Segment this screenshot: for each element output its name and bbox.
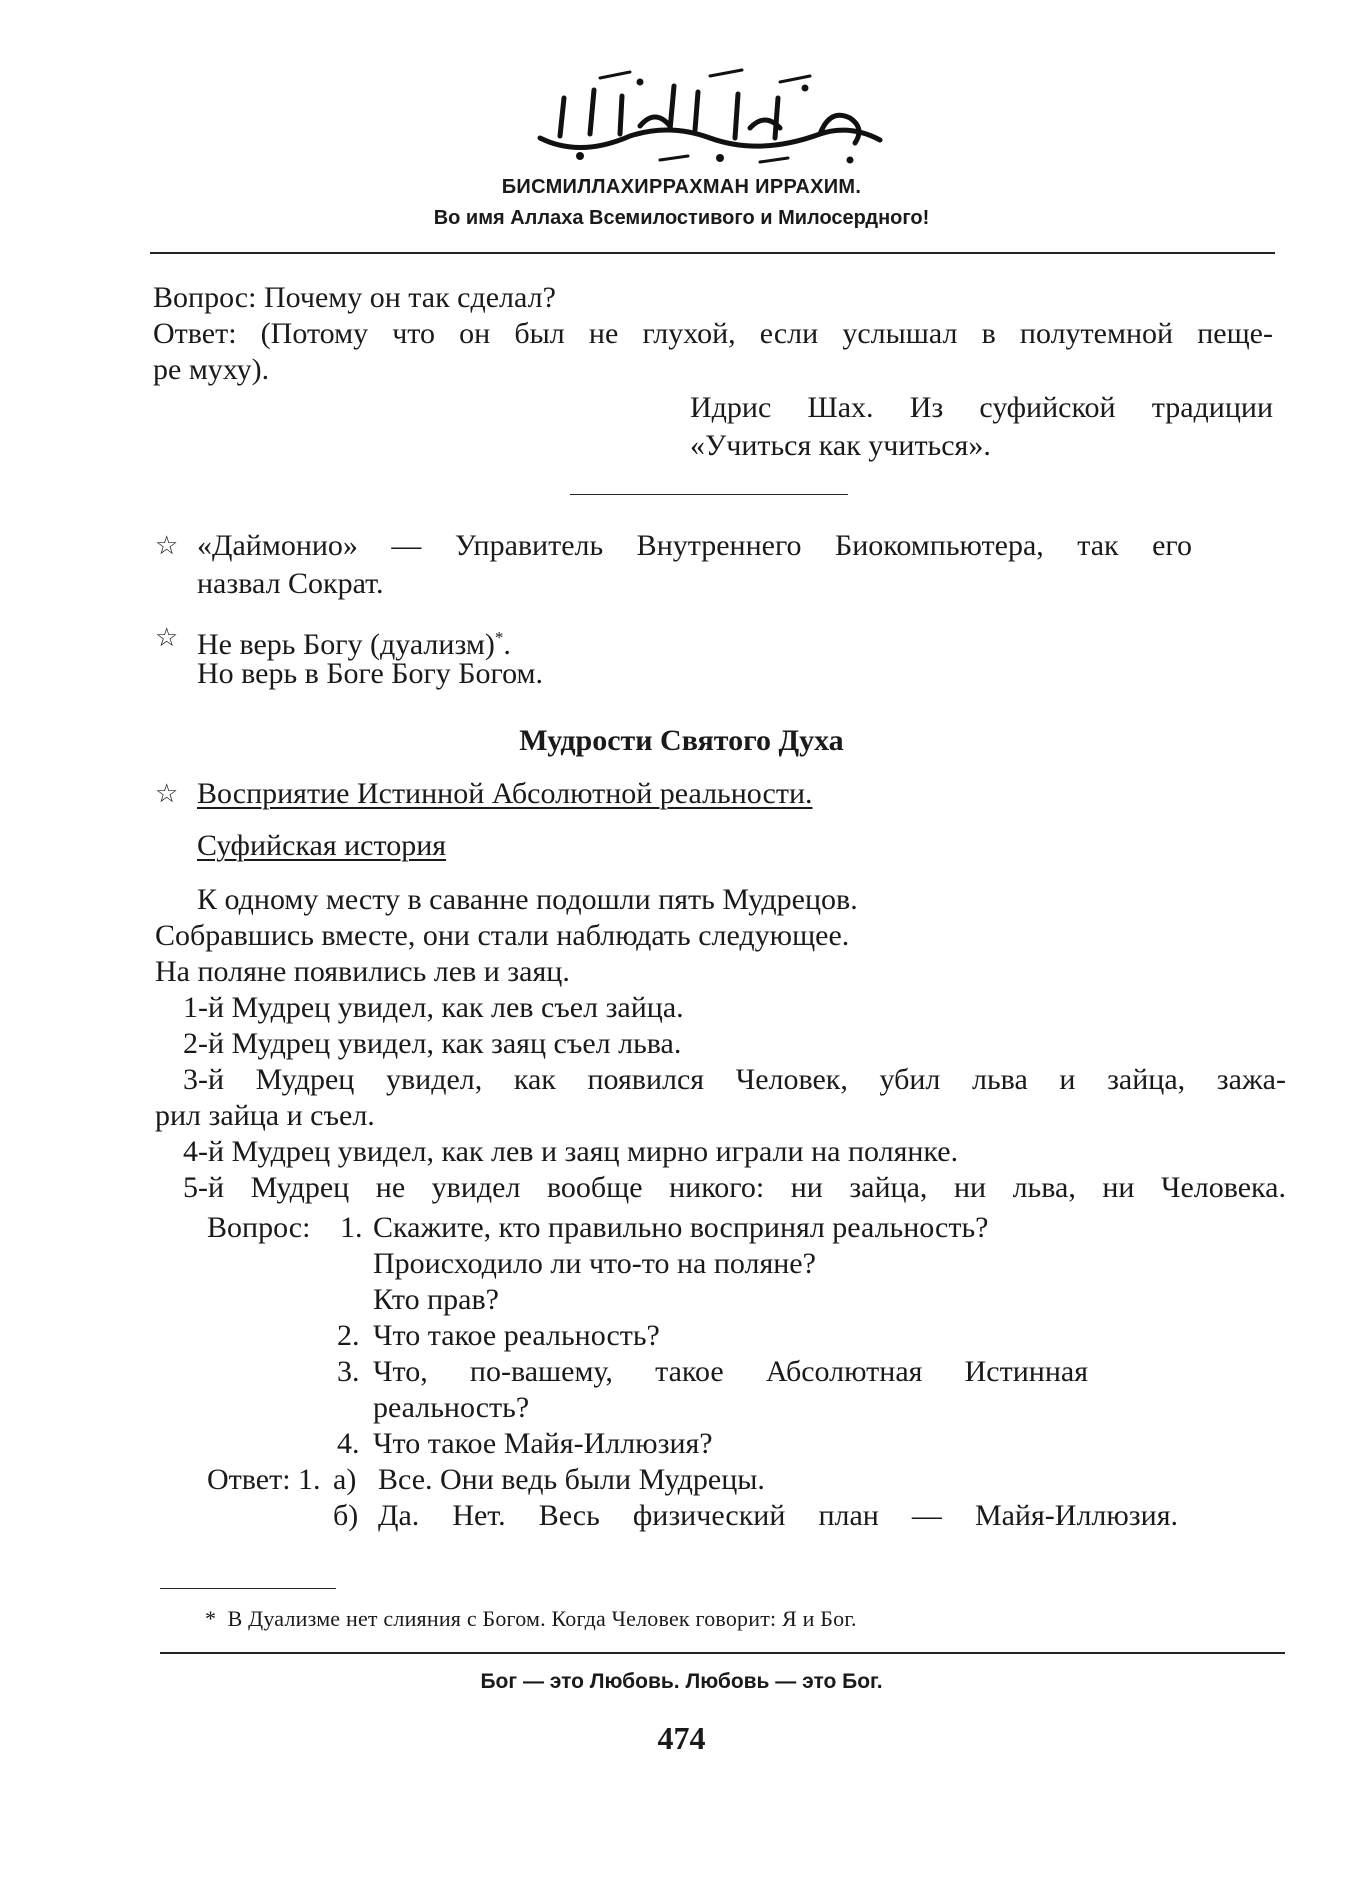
story-line: рил зайца и съел. xyxy=(155,1099,375,1132)
header-title: БИСМИЛЛАХИРРАХМАН ИРРАХИМ. xyxy=(501,176,862,198)
story-line: 4-й Мудрец увидел, как лев и заяц мирно играли на полянке. xyxy=(183,1135,959,1168)
answer-mark: б) xyxy=(333,1499,359,1532)
question-text: Скажите, кто правильно воспринял реальность? xyxy=(373,1211,989,1244)
footer-rule xyxy=(160,1652,1285,1654)
intro-answer-line1: Ответ: (Потому что он был не глухой, если услышал в полутемной пеще- xyxy=(153,317,1273,350)
footnote-reference-mark: * xyxy=(494,628,504,647)
star-bullet-icon: ☆ xyxy=(155,779,179,808)
footnote-rule xyxy=(160,1588,336,1589)
story-line: К одному месту в саванне подошли пять Мудрецов. xyxy=(197,883,858,916)
question-text: Кто прав? xyxy=(373,1283,499,1316)
section-heading: Мудрости Святого Духа xyxy=(519,724,844,757)
question-text: реальность? xyxy=(373,1391,530,1424)
footnote xyxy=(205,1604,857,1634)
question-number: 3. xyxy=(337,1355,360,1388)
star-bullet-icon: ☆ xyxy=(155,531,179,560)
question-number: 4. xyxy=(337,1427,360,1460)
question-text: Что такое реальность? xyxy=(373,1319,660,1352)
header-rule xyxy=(150,252,1275,254)
page-number: 474 xyxy=(657,1720,706,1756)
bismillah-calligraphy xyxy=(520,68,900,168)
story-line: На поляне появились лев и заяц. xyxy=(155,955,570,988)
faith-line2: Но верь в Боге Богу Богом. xyxy=(197,657,543,690)
footnote-text: В Дуализме нет слияния с Богом. Когда Человек говорит: Я и Бог. xyxy=(227,1606,857,1631)
footnote-mark: * xyxy=(205,1606,217,1631)
story-line: 1-й Мудрец увидел, как лев съел зайца. xyxy=(183,991,684,1024)
section-divider xyxy=(570,494,848,495)
story-title: Суфийская история xyxy=(197,829,447,862)
question-text: Что, по-вашему, такое Абсолютная Истинная xyxy=(373,1355,1088,1388)
daimonio-line1: «Даймонио» — Управитель Внутреннего Биокомпьютера, так его xyxy=(197,529,1192,562)
story-line: 3-й Мудрец увидел, как появился Человек, убил льва и зайца, зажа- xyxy=(183,1063,1286,1096)
answer-text: Все. Они ведь были Мудрецы. xyxy=(378,1463,765,1496)
perception-heading: Восприятие Истинной Абсолютной реальности. xyxy=(197,777,813,810)
question-number: 2. xyxy=(337,1319,360,1352)
star-bullet-icon: ☆ xyxy=(155,623,179,652)
intro-question: Вопрос: Почему он так сделал? xyxy=(153,281,556,314)
question-text: Что такое Майя-Иллюзия? xyxy=(373,1427,713,1460)
answer-text: Да. Нет. Весь физический план — Майя-Иллюзия. xyxy=(378,1499,1178,1532)
daimonio-line2: назвал Сократ. xyxy=(197,567,384,600)
faith-line1: Не верь Богу (дуализм)*. xyxy=(197,628,511,661)
question-number: 1. xyxy=(340,1211,363,1244)
answers-label: Ответ: 1. xyxy=(207,1463,321,1496)
answer-mark: а) xyxy=(333,1463,357,1496)
footer-motto: Бог — это Любовь. Любовь — это Бог. xyxy=(480,1670,883,1693)
header-subtitle: Во имя Аллаха Всемилостивого и Милосердного! xyxy=(433,207,930,229)
question-text: Происходило ли что-то на поляне? xyxy=(373,1247,816,1280)
intro-answer-line2: ре муху). xyxy=(153,353,270,386)
source-title: «Учиться как учиться». xyxy=(690,429,991,462)
story-line: 5-й Мудрец не увидел вообще никого: ни зайца, ни льва, ни Человека. xyxy=(183,1171,1286,1204)
questions-label: Вопрос: xyxy=(207,1211,311,1244)
story-line: Собравшись вместе, они стали наблюдать следующее. xyxy=(155,919,850,952)
source-author: Идрис Шах. Из суфийской традиции xyxy=(690,391,1273,424)
story-line: 2-й Мудрец увидел, как заяц съел льва. xyxy=(183,1027,682,1060)
